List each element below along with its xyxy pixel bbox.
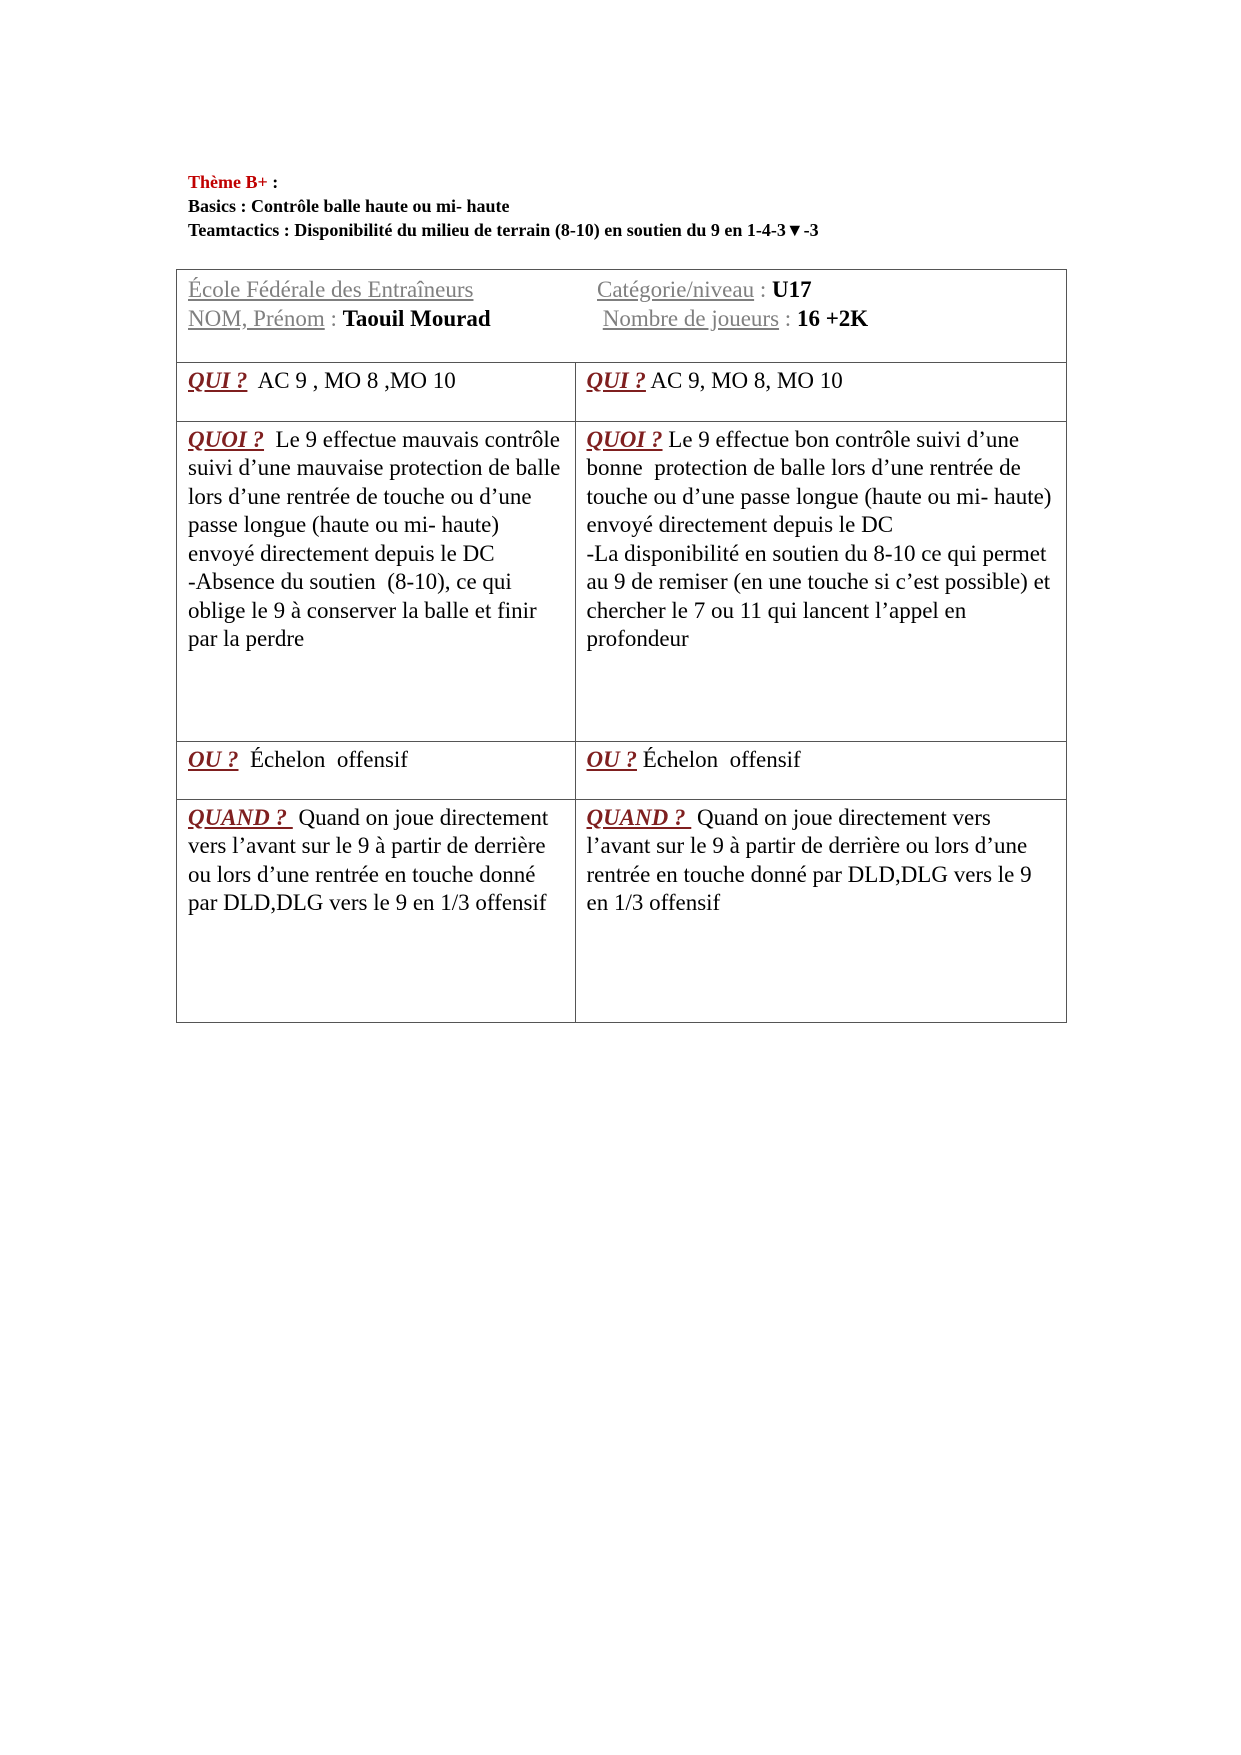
card-info-header: [177, 270, 1066, 363]
quand-right-text: Quand on joue directement vers l’avant sur le 9 à partir de derrière ou lors d’une rentrée en touche donné par DLD,DLG vers le 9 en 1/3 offensif: [586, 804, 1038, 915]
card-info-left: [188, 275, 491, 333]
ou-left-cell: [177, 741, 575, 799]
ou-label: OU ?: [188, 746, 239, 772]
qui-label: QUI ?: [586, 368, 646, 393]
players-label: Nombre de joueurs: [602, 306, 780, 331]
ou-right-text: Échelon offensif: [636, 746, 801, 772]
quoi-left-text: Le 9 effectue mauvais contrôle suivi d’une mauvaise protection de balle lors d’une rentrée de touche ou d’une passe longue (haute ou mi- haute) envoyé directement depuis le DC -Absence du soutien (8-10), ce qui oblige le 9 à conserver la balle et finir par la perdre: [188, 426, 561, 651]
table-row-ou: [177, 741, 1066, 799]
quoi-label: QUOI ?: [188, 426, 265, 452]
qui-right-text: AC 9, MO 8, MO 10: [645, 368, 843, 393]
quoi-right-cell: [575, 421, 1066, 741]
teamtactics-line: Teamtactics : Disponibilité du milieu de terrain (8-10) en soutien du 9 en 1-4-3▼-3: [188, 220, 819, 240]
ou-label: OU ?: [586, 746, 637, 772]
card-info-right: [597, 275, 868, 333]
category-label: Catégorie/niveau: [597, 277, 755, 302]
quand-label: QUAND ?: [188, 804, 293, 830]
theme-line: [188, 170, 819, 194]
ou-left-text: Échelon offensif: [238, 746, 408, 772]
table-row-quoi: [177, 421, 1066, 741]
category-value: U17: [772, 277, 812, 302]
quand-right-cell: [575, 799, 1066, 1022]
qui-left-cell: [177, 363, 575, 421]
qui-right-cell: [575, 363, 1066, 421]
qui-label: QUI ?: [188, 368, 248, 393]
ou-right-cell: [575, 741, 1066, 799]
name-value: Taouil Mourad: [342, 306, 491, 331]
category-colon: :: [754, 277, 772, 302]
name-label: NOM, Prénom: [188, 306, 325, 331]
category-row: [597, 275, 868, 304]
quand-label: QUAND ?: [586, 804, 692, 830]
document-header: [188, 170, 819, 242]
quoi-left-cell: [177, 421, 575, 741]
school-label: École Fédérale des Entraîneurs: [188, 277, 474, 302]
table-row-qui: [177, 363, 1066, 421]
name-row: [188, 304, 491, 333]
school-row: [188, 275, 491, 304]
qui-left-text: AC 9 , MO 8 ,MO 10: [247, 368, 456, 393]
players-row: [597, 304, 868, 333]
players-value: 16 +2K: [796, 306, 869, 331]
quand-left-cell: [177, 799, 575, 1022]
name-colon: :: [324, 306, 343, 331]
table-row-quand: [177, 799, 1066, 1022]
comparison-table: [177, 363, 1066, 1022]
players-colon: :: [779, 306, 797, 331]
quoi-label: QUOI ?: [586, 426, 663, 452]
theme-label: Thème B+: [188, 172, 268, 192]
quand-left-text: Quand on joue directement vers l’avant sur le 9 à partir de derrière ou lors d’une rentrée en touche donné par DLD,DLG vers le 9 en 1/3 offensif: [188, 804, 555, 915]
session-card: [176, 269, 1067, 1023]
theme-suffix: :: [267, 172, 279, 192]
basics-line: Basics : Contrôle balle haute ou mi- haute: [188, 196, 510, 216]
quoi-right-text: Le 9 effectue bon contrôle suivi d’une bonne protection de balle lors d’une rentrée de touche ou d’une passe longue (haute ou mi- haute) envoyé directement depuis le DC -La disponibilité en soutien du 8-10 ce qui permet au 9 de remiser (en une touche si c’est possible) et chercher le 7 ou 11 qui lancent l’appel en profondeur: [586, 426, 1052, 651]
